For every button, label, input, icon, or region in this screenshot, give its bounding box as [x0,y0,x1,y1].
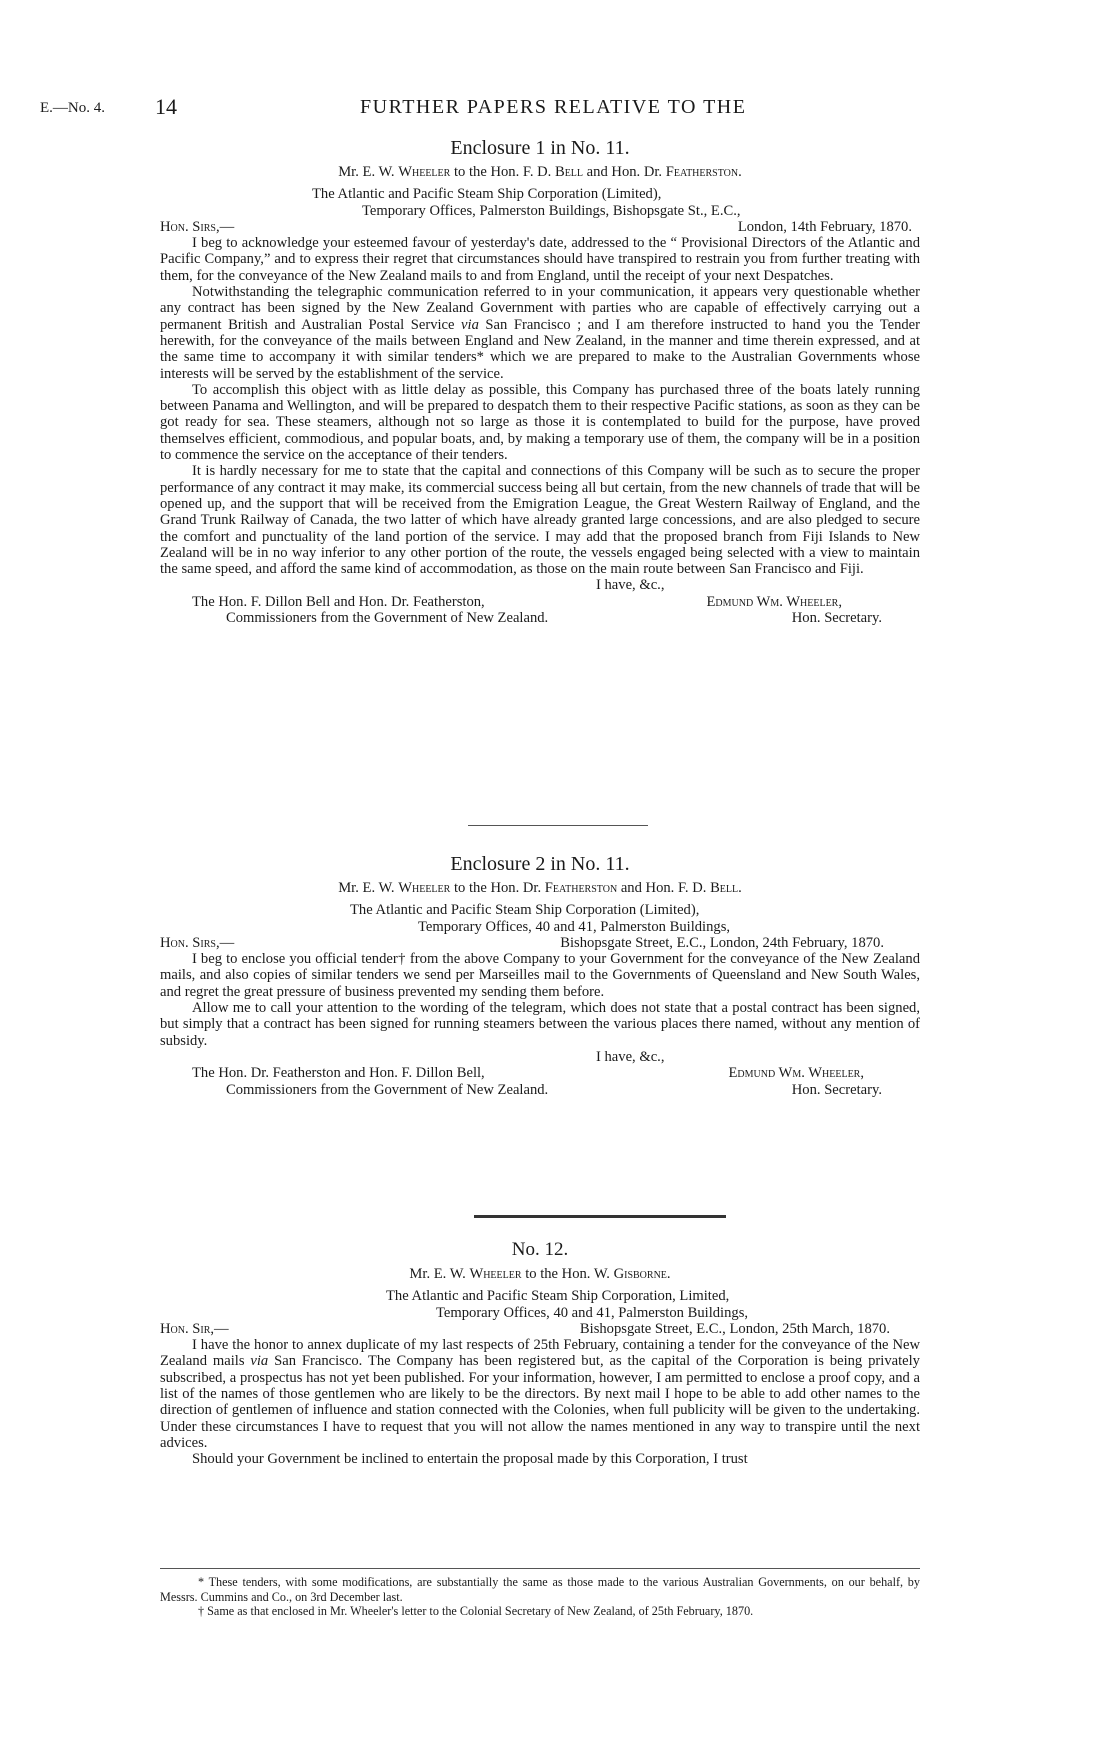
enclosure-2-paragraph-1: I beg to enclose you official tender† from the above Company to your Government for the conveyance of the New Zealand mails, and also copies of similar tenders we send per Marseilles mail to the Governments of Queensland and New South Wales, and regret the great pressure of business prevented my sending them before. [160,951,920,1000]
running-header [40,94,1074,124]
footnote-2: † Same as that enclosed in Mr. Wheeler's letter to the Colonial Secretary of New Zealand, of 25th February, 1870. [198,1604,754,1618]
enclosure-1-letter [160,136,920,626]
enclosure-1-signature-row-2 [160,610,920,626]
no-12-address-line-2: Temporary Offices, 40 and 41, Palmerston Buildings, [436,1304,749,1321]
enclosure-2-signature-row-2 [160,1082,920,1098]
enclosure-2-address-line-2: Temporary Offices, 40 and 41, Palmerston Buildings, [418,918,731,935]
enclosure-1-addressee-line-1: The Hon. F. Dillon Bell and Hon. Dr. Featherston, [192,593,485,610]
no-12-subheading: Mr. E. W. Wheeler to the Hon. W. Gisborne. [409,1266,671,1282]
enclosure-2-signer: Edmund Wm. Wheeler, [728,1065,864,1082]
enclosure-1-paragraph-2: Notwithstanding the telegraphic communication referred to in your communication, it appears very questionable whether any contract has been signed by the New Zealand Government with parties who are capable of effectively carrying out a permanent British and Australian Postal Service via San Francisco ; and I am therefore instructed to hand you the Tender herewith, for the conveyance of the mails between England and New Zealand, in the manner and time therein expressed, and at the same time to accompany it with similar tenders* which we are prepared to make to the Australian Governments whose interests will be served by the establishment of the service. [160,284,920,382]
enclosure-2-letter [160,852,920,1098]
enclosure-2-heading: Enclosure 2 in No. 11. [450,853,630,875]
enclosure-1-paragraph-1: I beg to acknowledge your esteemed favour of yesterday's date, addressed to the “ Provisional Directors of the Atlantic and Pacific Company,” and to express their regret that circumstances should have transpired to restrain you from further treating with them, for the conveyance of the New Zealand mails to and from England, until the receipt of your next Despatches. [160,235,920,284]
enclosure-1-salutation-row [160,219,920,235]
enclosure-1-signer: Edmund Wm. Wheeler, [706,593,842,610]
enclosure-1-addressee-line-2: Commissioners from the Government of New Zealand. [226,610,549,627]
enclosure-1-paragraph-4: It is hardly necessary for me to state that the capital and connections of this Company will be such as to secure the proper performance of any contract it may make, its commercial success being all but certain, from the new channels of trade that will be opened up, and the support that will be received from the Emigration League, the Great Western Railway of England, and the Grand Trunk Railway of Canada, the two latter of which have already granted large concessions, and are also pledged to secure the comfort and punctuality of the land portion of the service. I may add that the proposed branch from Fiji Islands to New Zealand will be in no way inferior to any other portion of the route, the vessels engaged being selected with a view to maintain the same speed, and afford the same kind of accommodation, as those on the main route between San Francisco and Fiji. [160,463,920,578]
no-12-address-line-1: The Atlantic and Pacific Steam Ship Corporation, Limited, [386,1288,730,1305]
enclosure-1-heading: Enclosure 1 in No. 11. [450,137,630,159]
enclosure-1-address-line-2: Temporary Offices, Palmerston Buildings, Bishopsgate St., E.C., [362,202,741,219]
enclosure-2-salutation: Hon. Sirs,— [160,934,235,951]
no-12-paragraph-1: I have the honor to annex duplicate of my last respects of 25th February, containing a tender for the conveyance of the New Zealand mails via San Francisco. The Company has been registered but, as the capital of the Corporation is being privately subscribed, a prospectus has not yet been published. For your information, however, I am permitted to enclose a proof copy, and a list of the names of those gentlemen who are likely to be the directors. By next mail I hope to be able to add other names to the direction of gentlemen of influence and station connected with the Colonies, when full publicity will be given to the undertaking. Under these circumstances I have to request that you will not allow the names mentioned in any way to transpire until the next advices. [160,1337,920,1451]
no-12-heading: No. 12. [511,1239,569,1260]
enclosure-1-paragraph-3: To accomplish this object with as little delay as possible, this Company has purchased three of the boats lately running between Panama and Wellington, and will be prepared to despatch them to their respective Pacific stations, as soon as they can be got ready for sea. These steamers, although not so large as those it is contemplated to build for the purpose, have proved themselves efficient, commodious, and popular boats, and, by making a temporary use of them, the company will be in a position to commence the service on the acceptance of their tenders. [160,381,920,464]
enclosure-1-date: London, 14th February, 1870. [737,218,912,235]
section-divider-heavy [474,1215,726,1218]
enclosure-2-paragraph-2: Allow me to call your attention to the wording of the telegram, which does not state that a postal contract has been signed, but simply that a contract has been signed for running steamers between the various places there named, without any mention of subsidy. [160,1000,920,1049]
running-title: FURTHER PAPERS RELATIVE TO THE [360,96,747,118]
no-12-paragraph-2: Should your Government be inclined to entertain the proposal made by this Corporation, I trust [192,1451,748,1468]
footnote-1: * These tenders, with some modifications, are substantially the same as those made to the various Australian Governments, on our behalf, by Messrs. Cummins and Co., on 3rd December last. [160,1575,920,1604]
enclosure-1-subheading: Mr. E. W. Wheeler to the Hon. F. D. Bell and Hon. Dr. Featherston. [338,164,742,180]
enclosure-2-subheading: Mr. E. W. Wheeler to the Hon. Dr. Featherston and Hon. F. D. Bell. [338,880,742,896]
enclosure-1-salutation: Hon. Sirs,— [160,218,235,235]
enclosure-1-address-line-1: The Atlantic and Pacific Steam Ship Corporation (Limited), [312,186,662,203]
no-12-date: Bishopsgate Street, E.C., London, 25th March, 1870. [579,1320,890,1337]
enclosure-1-closing: I have, &c., [596,577,665,594]
enclosure-2-addressee-line-1: The Hon. Dr. Featherston and Hon. F. Dillon Bell, [192,1065,485,1082]
no-12-letter [160,1238,920,1468]
enclosure-2-date: Bishopsgate Street, E.C., London, 24th February, 1870. [560,934,884,951]
document-reference: E.—No. 4. [40,100,105,116]
footnotes [160,1568,920,1619]
enclosure-2-signer-title: Hon. Secretary. [791,1081,882,1098]
no-12-salutation-row [160,1321,920,1337]
enclosure-2-salutation-row [160,935,920,951]
enclosure-1-signature-row-1 [160,594,920,610]
footnote-rule [160,1568,920,1569]
enclosure-1-signer-title: Hon. Secretary. [791,610,882,627]
enclosure-2-closing: I have, &c., [596,1048,665,1065]
no-12-salutation: Hon. Sir,— [160,1320,229,1337]
page-number: 14 [155,94,177,119]
enclosure-2-addressee-line-2: Commissioners from the Government of New Zealand. [226,1081,549,1098]
section-divider [468,825,648,826]
enclosure-2-address-line-1: The Atlantic and Pacific Steam Ship Corporation (Limited), [350,902,700,919]
enclosure-2-signature-row-1 [160,1065,920,1081]
